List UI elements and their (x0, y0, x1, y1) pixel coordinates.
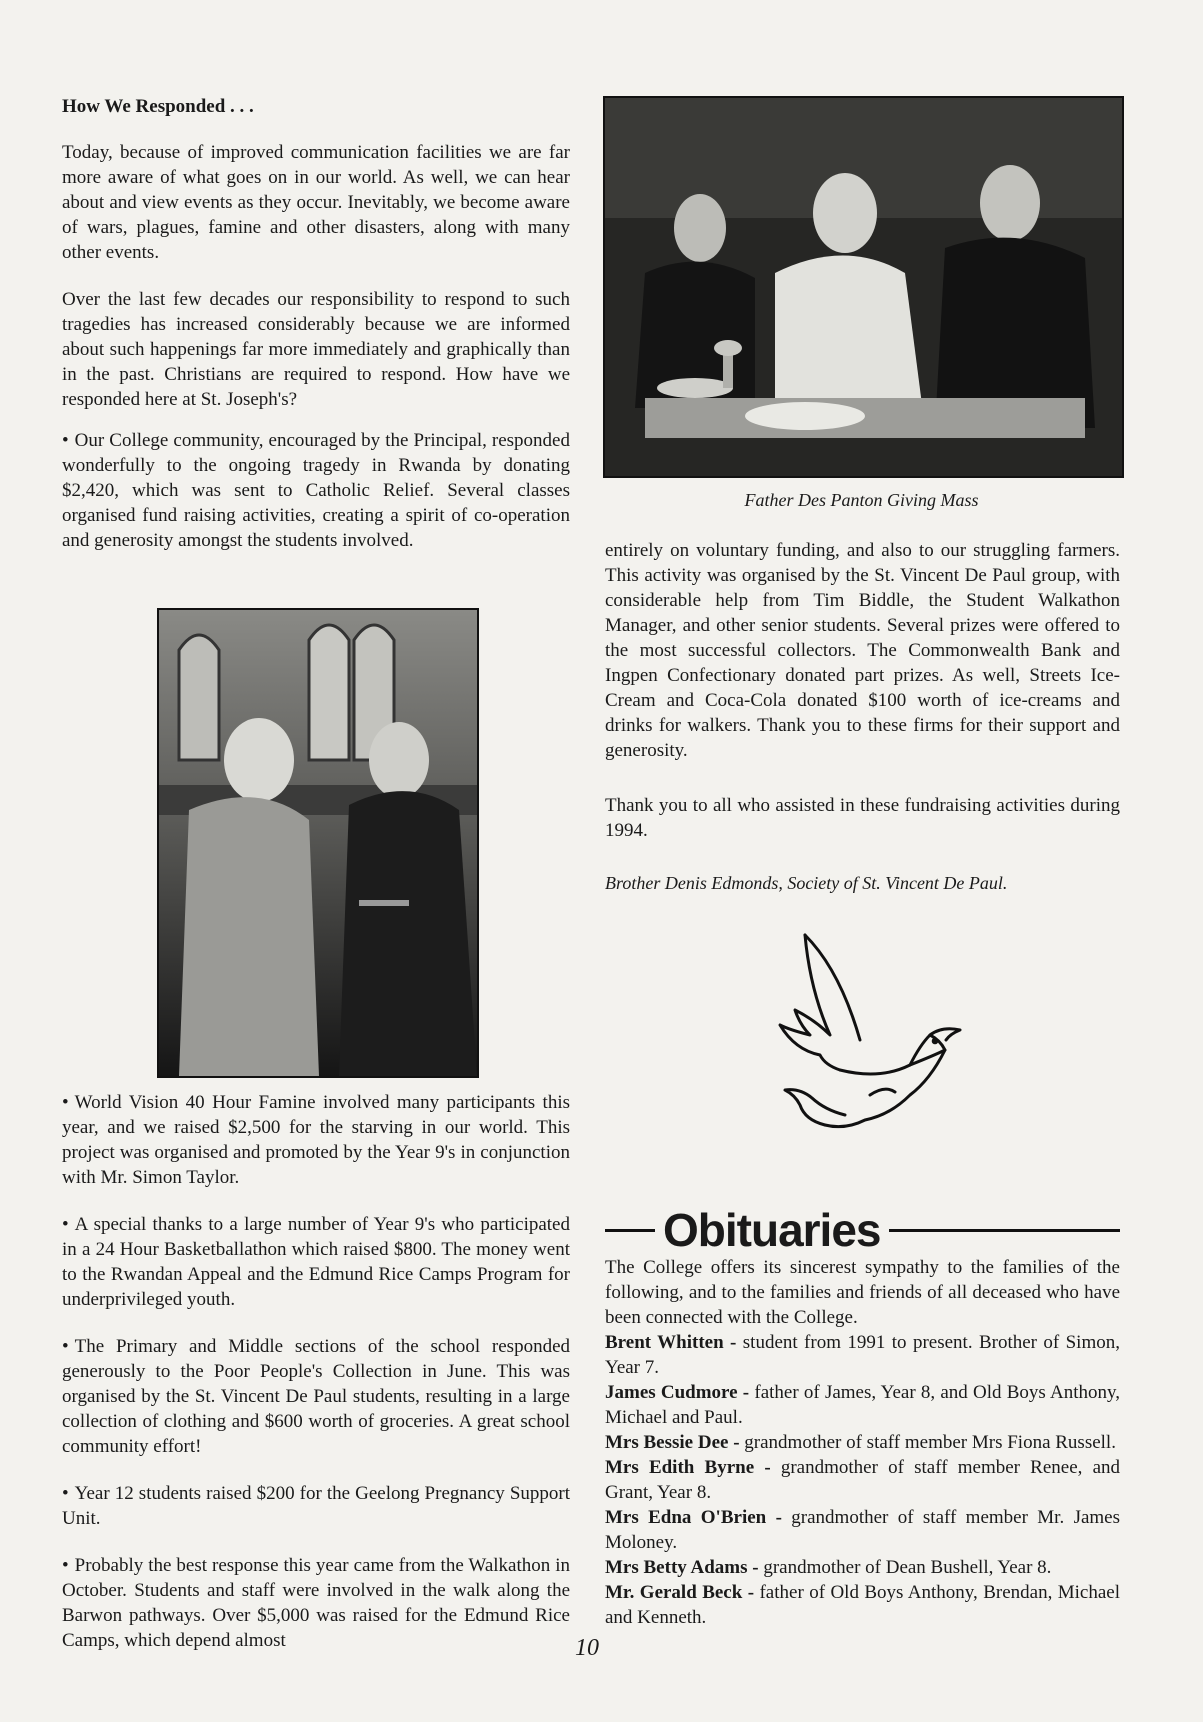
obituary-name: Mrs Edna O'Brien - (605, 1507, 782, 1528)
obituary-text: grandmother of staff member Mr. James Moloney. (605, 1507, 1120, 1553)
obituary-entry (605, 1505, 1120, 1555)
bullet-glyph: • (62, 430, 69, 451)
page-number: 10 (575, 1635, 599, 1661)
obituary-name: James Cudmore - (605, 1382, 750, 1403)
heading-rule-left (605, 1229, 655, 1232)
paragraph: Over the last few decades our responsibility to respond to such tragedies has increased considerably because we are informed about such happenings far more immediately and graphically than in the past. Christians are required to respond. How have we responded here at St. Joseph's? (62, 289, 570, 410)
signature: Brother Denis Edmonds, Society of St. Vincent De Paul. (605, 873, 1008, 893)
obituaries-heading (605, 1200, 1120, 1260)
paragraph: Today, because of improved communication facilities we are far more aware of what goes on in our world. As well, we can hear about and view events as they occur. Inevitably, we become aware of wars, plagues, famine and other disasters, along with many other events. (62, 142, 570, 263)
section-heading: How We Responded . . . (62, 96, 254, 117)
obituary-text: grandmother of Dean Bushell, Year 8. (758, 1557, 1052, 1578)
photo-caption: Father Des Panton Giving Mass (744, 490, 979, 510)
bullet-glyph: • (62, 1483, 69, 1504)
bullet-item (62, 1212, 570, 1312)
obituary-entry (605, 1380, 1120, 1430)
bullet-item (62, 428, 570, 553)
obituaries-title: Obituaries (663, 1204, 881, 1256)
bullet-item (62, 1553, 570, 1653)
bullet-text: Our College community, encouraged by the Principal, responded wonderfully to the ongoing tragedy in Rwanda by donating $2,420, which was sent to Catholic Relief. Several classes organised fund raising activities, creating a spirit of co-operation and generosity amongst the students involved. (62, 430, 570, 551)
obituary-entry (605, 1580, 1120, 1630)
obituary-name: Mrs Betty Adams - (605, 1557, 759, 1578)
obituary-entry (605, 1455, 1120, 1505)
obituary-entry (605, 1555, 1120, 1580)
bullet-text: Probably the best response this year came from the Walkathon in October. Students and staff were involved in the walk along the Barwon pathways. Over $5,000 was raised for the Edmund Rice Camps, which depend almost (62, 1555, 570, 1651)
bullet-glyph: • (62, 1214, 69, 1235)
obituary-entry (605, 1430, 1120, 1455)
left-column-lower (62, 1090, 570, 1653)
bullet-text: The Primary and Middle sections of the school responded generously to the Poor People's Collection in June. This was organised by the St. Vincent De Paul students, resulting in a large collection of clothing and $600 worth of groceries. A great school community effort! (62, 1336, 570, 1457)
obituary-name: Brent Whitten - (605, 1332, 737, 1353)
left-column (62, 96, 570, 553)
bullet-glyph: • (62, 1555, 69, 1576)
photo-church-collection (157, 608, 479, 1078)
obituaries-intro: The College offers its sincerest sympathy to the families of the following, and to the families and friends of all deceased who have been connected with the College. (605, 1257, 1120, 1328)
obituary-text: father of James, Year 8, and Old Boys Anthony, Michael and Paul. (605, 1382, 1120, 1428)
bullet-item (62, 1334, 570, 1459)
photo-image (159, 610, 477, 1076)
obituaries-list (605, 1255, 1120, 1630)
bullet-text: Year 12 students raised $200 for the Geelong Pregnancy Support Unit. (62, 1483, 570, 1529)
bullet-item (62, 1090, 570, 1190)
bullet-glyph: • (62, 1092, 69, 1113)
bullet-text: World Vision 40 Hour Famine involved many participants this year, and we raised $2,500 for the starving in our world. This project was organised and promoted by the Year 9's in conjunction with Mr. Simon Taylor. (62, 1092, 570, 1188)
paragraph: Thank you to all who assisted in these fundraising activities during 1994. (605, 795, 1120, 841)
obituary-text: student from 1991 to present. Brother of Simon, Year 7. (605, 1332, 1120, 1378)
bullet-glyph: • (62, 1336, 69, 1357)
heading-rule-right (889, 1229, 1120, 1232)
paragraph: entirely on voluntary funding, and also to our struggling farmers. This activity was organised by the St. Vincent De Paul group, with considerable help from Tim Biddle, the Student Walkathon Manager, and other senior students. Several prizes were offered to the most successful collectors. The Commonwealth Bank and Ingpen Confectionary donated part prizes. As well, Streets Ice-Cream and Coca-Cola donated $100 worth of ice-creams and drinks for walkers. Thank you to these firms for their support and generosity. (605, 540, 1120, 761)
obituary-text: father of Old Boys Anthony, Brendan, Michael and Kenneth. (605, 1582, 1121, 1628)
obituary-text: grandmother of staff member Renee, and Grant, Year 8. (605, 1457, 1121, 1503)
obituary-text: grandmother of staff member Mrs Fiona Russell. (739, 1432, 1116, 1453)
photo-mass (603, 96, 1124, 478)
photo-image (605, 98, 1122, 476)
obituary-entry (605, 1330, 1120, 1380)
obituary-name: Mrs Bessie Dee - (605, 1432, 740, 1453)
dove-illustration (770, 930, 970, 1145)
right-column (605, 538, 1120, 894)
obituary-name: Mrs Edith Byrne - (605, 1457, 771, 1478)
obituary-name: Mr. Gerald Beck - (605, 1582, 755, 1603)
bullet-text: A special thanks to a large number of Year 9's who participated in a 24 Hour Basketballathon which raised $800. The money went to the Rwandan Appeal and the Edmund Rice Camps Program for underprivileged youth. (62, 1214, 570, 1310)
bullet-item (62, 1481, 570, 1531)
